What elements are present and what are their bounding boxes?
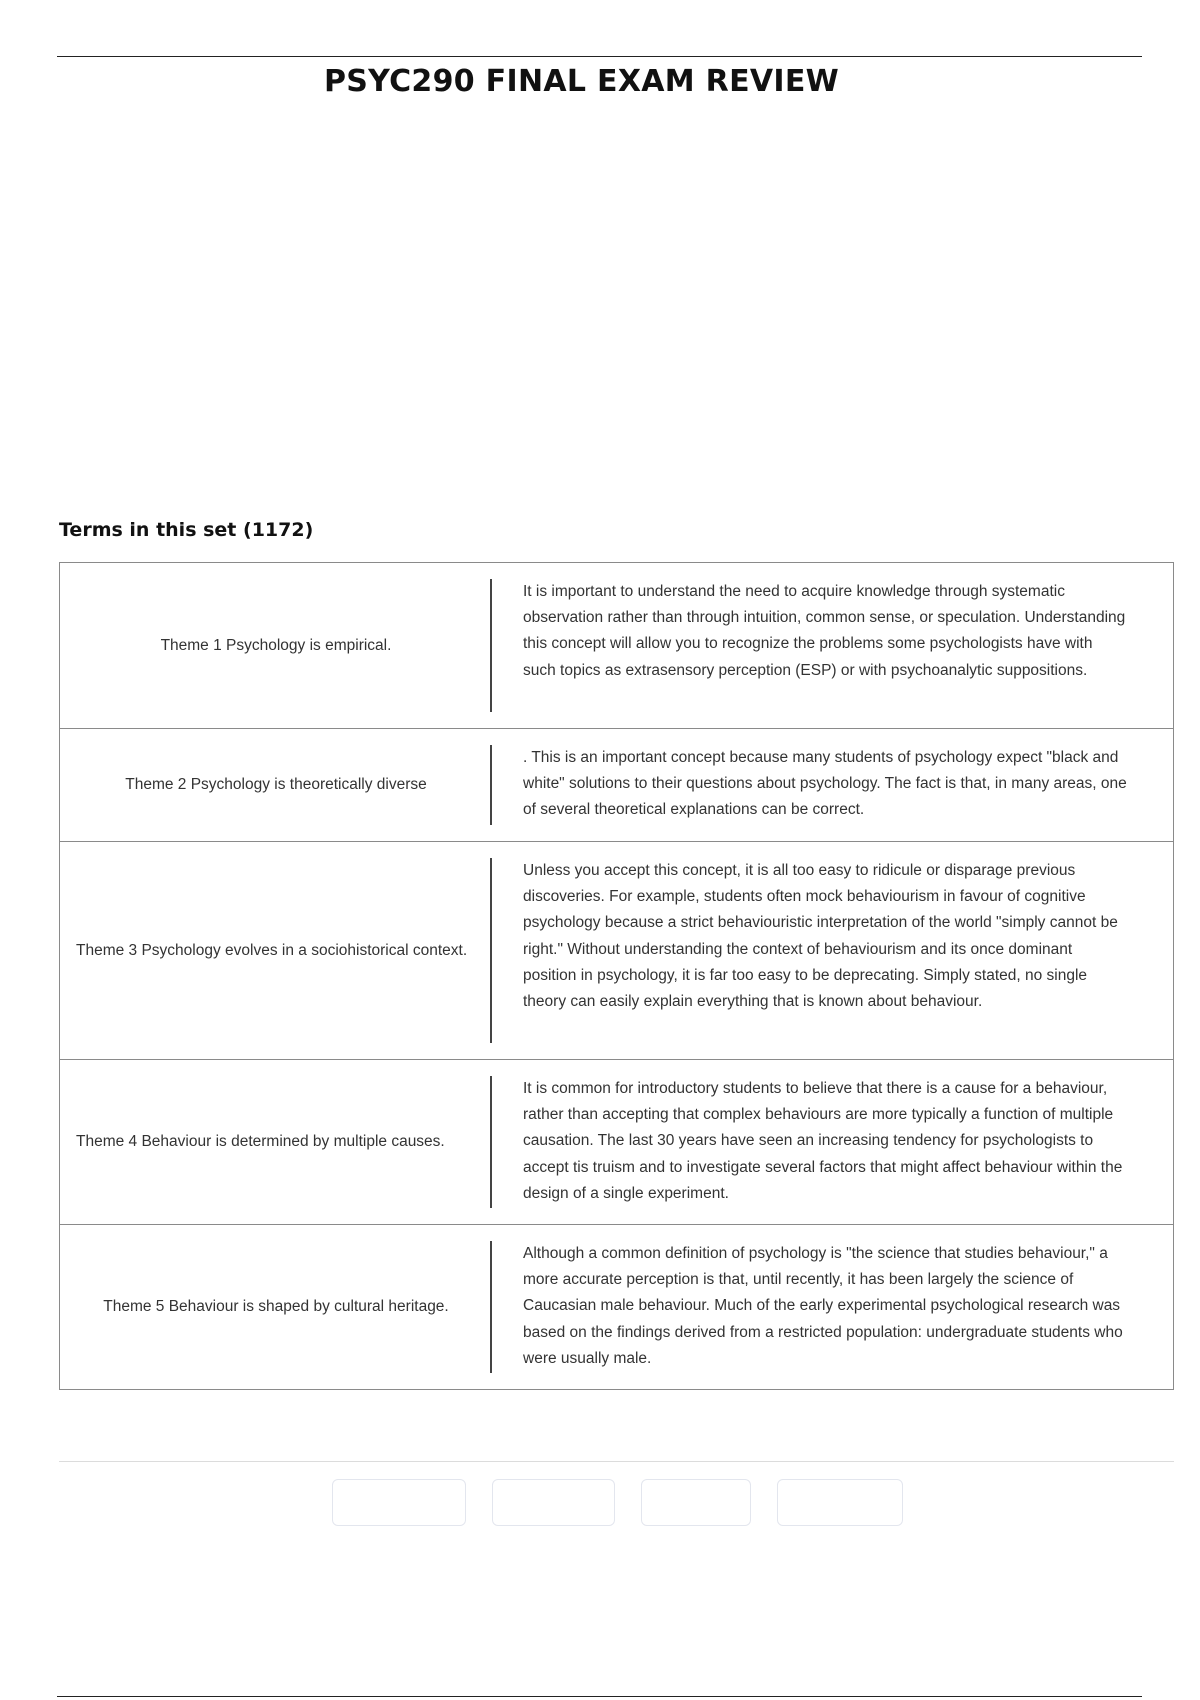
footer-button-2[interactable]	[492, 1479, 615, 1526]
term-row-2	[60, 728, 1173, 841]
definition-text: Although a common definition of psychology is "the science that studies behaviour," a more accurate perception is that, until recently, it has been largely the science of Caucasian male behaviour. Much of the early experimental psychological research was based on the findings derived from a restricted population: undergraduate students who were usually male.	[523, 1245, 1123, 1367]
term-text: Theme 3 Psychology evolves in a sociohistorical context.	[76, 941, 468, 959]
page-title: PSYC290 FINAL EXAM REVIEW	[323, 64, 840, 99]
footer-divider	[59, 1461, 1174, 1462]
term-row-5	[60, 1224, 1173, 1389]
term-row-1	[60, 563, 1173, 728]
term-text: Theme 5 Behaviour is shaped by cultural heritage.	[103, 1298, 449, 1315]
definition-text: Unless you accept this concept, it is all too easy to ridicule or disparage previous discoveries. For example, students often mock behaviourism in favour of cognitive psychology because a strict behaviouristic interpretation of the world "simply cannot be right." Without understanding the context of behaviourism and its once dominant position in psychology, it is far too easy to be deprecating. Simply stated, no single theory can easily explain everything that is known about behaviour.	[523, 862, 1118, 1011]
terms-count-heading: Terms in this set (1172)	[59, 519, 314, 541]
footer-button-3[interactable]	[641, 1479, 751, 1526]
top-rule	[57, 56, 1142, 57]
footer-button-4[interactable]	[777, 1479, 903, 1526]
terms-table	[59, 562, 1174, 1390]
term-text: Theme 2 Psychology is theoretically diverse	[125, 776, 427, 793]
definition-text: It is common for introductory students to believe that there is a cause for a behaviour, rather than accepting that complex behaviours are more typically a function of multiple causation. The last 30 years have seen an increasing tendency for psychologists to accept tis truism and to investigate several factors that might affect behaviour within the design of a single experiment.	[523, 1080, 1123, 1202]
term-row-4	[60, 1059, 1173, 1224]
footer-button-1[interactable]	[332, 1479, 466, 1526]
term-text: Theme 4 Behaviour is determined by multiple causes.	[76, 1133, 445, 1150]
term-text: Theme 1 Psychology is empirical.	[160, 636, 392, 654]
bottom-rule	[57, 1696, 1142, 1697]
definition-text: It is important to understand the need to acquire knowledge through systematic observation rather than through intuition, common sense, or speculation. Understanding this concept will allow you to recognize the problems some psychologists have with such topics as extrasensory perception (ESP) or with psychoanalytic suppositions.	[523, 583, 1126, 679]
term-row-3	[60, 841, 1173, 1059]
definition-text: . This is an important concept because many students of psychology expect "black and white" solutions to their questions about psychology. The fact is that, in many areas, one of several theoretical explanations can be correct.	[523, 749, 1127, 819]
